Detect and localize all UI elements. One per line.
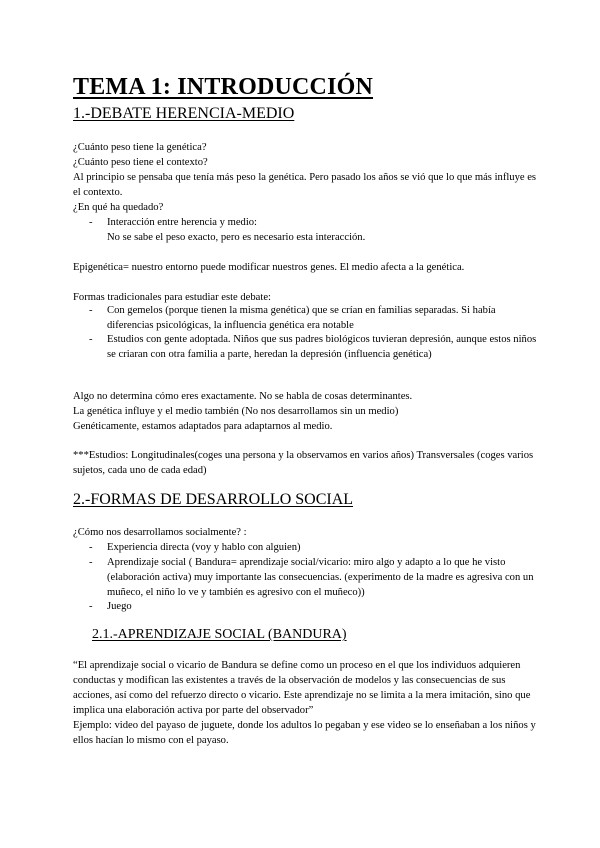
paragraph-formas-intro: Formas tradicionales para estudiar este debate: <box>73 292 271 303</box>
quote-bandura: “El aprendizaje social o vicario de Bandura se define como un proceso en el que los individuos adquieren conductas y modifican las existentes a través de la observación de modelos y las consecuencias de sus acciones, así como del refuerzo directo o vicario. Este aprendizaje no se limita a la mera imitación, sino que implica una elaboración activa por parte del observador” <box>73 660 531 716</box>
paragraph-epigenetica: Epigenética= nuestro entorno puede modificar nuestros genes. El medio afecta a la genética. <box>73 262 465 273</box>
bullet-dash: - <box>89 601 93 612</box>
list-item <box>89 555 539 600</box>
bullet-dash: - <box>89 217 93 228</box>
paragraph-conclusion-3: Genéticamente, estamos adaptados para adaptarnos al medio. <box>73 421 333 432</box>
question-genetica: ¿Cuánto peso tiene la genética? <box>73 142 207 153</box>
section-heading-debate: 1.-DEBATE HERENCIA-MEDIO <box>73 105 295 122</box>
paragraph-conclusion-1: Algo no determina cómo eres exactamente. No se habla de cosas determinantes. <box>73 391 413 402</box>
bullet-dash: - <box>89 334 93 345</box>
list-item <box>89 303 539 333</box>
page-title: TEMA 1: INTRODUCCIÓN <box>73 74 374 100</box>
bullet-aprendizaje: Aprendizaje social ( Bandura= aprendizaje social/vicario: miro algo y adapto a lo que he visto (elaboración activa) muy importante las consecuencias. (experimento de la madre es agresiva con un muñeco, el niño lo ve y también es agresivo con el muñeco)) <box>107 557 534 598</box>
paragraph-conclusion-2: La genética influye y el medio también (No nos desarrollamos sin un medio) <box>73 406 399 417</box>
question-en-que: ¿En qué ha quedado? <box>73 202 164 213</box>
question-socialmente: ¿Cómo nos desarrollamos socialmente? : <box>73 527 247 538</box>
bullet-gemelos: Con gemelos (porque tienen la misma genética) que se crían en familias separadas. Si había diferencias psicológicas, la influencia genética era notable <box>107 305 496 331</box>
bullet-interaccion-detail: No se sabe el peso exacto, pero es necesario esta interacción. <box>107 232 366 243</box>
paragraph-ejemplo: Ejemplo: video del payaso de juguete, donde los adultos lo pegaban y ese video se lo enseñaban a los niños y ellos hacían lo mismo con el payaso. <box>73 720 536 746</box>
section-heading-bandura: 2.1.-APRENDIZAJE SOCIAL (BANDURA) <box>92 627 347 642</box>
bullet-interaccion: Interacción entre herencia y medio: <box>107 217 257 228</box>
bullet-juego: Juego <box>107 601 132 612</box>
list-item <box>89 540 539 555</box>
bullet-dash: - <box>89 542 93 553</box>
list-item <box>89 599 539 614</box>
paragraph-principio: Al principio se pensaba que tenía más peso la genética. Pero pasado los años se vió que lo que más influye es el contexto. <box>73 172 537 198</box>
bullet-dash: - <box>89 305 93 316</box>
list-item <box>89 215 539 245</box>
list-item <box>89 332 539 362</box>
bullet-experiencia: Experiencia directa (voy y hablo con alguien) <box>107 542 301 553</box>
section-heading-formas: 2.-FORMAS DE DESARROLLO SOCIAL <box>73 491 354 508</box>
bullet-adoptada: Estudios con gente adoptada. Niños que sus padres biológicos tuvieran depresión, aunque estos niños se criaran con otra familia a parte, heredan la depresión (influencia genética) <box>107 334 537 360</box>
bullet-dash: - <box>89 557 93 568</box>
question-contexto: ¿Cuánto peso tiene el contexto? <box>73 157 208 168</box>
paragraph-estudios: ***Estudios: Longitudinales(coges una persona y la observamos en varios años) Transversales (coges varios sujetos, cada uno de cada edad) <box>73 450 534 476</box>
